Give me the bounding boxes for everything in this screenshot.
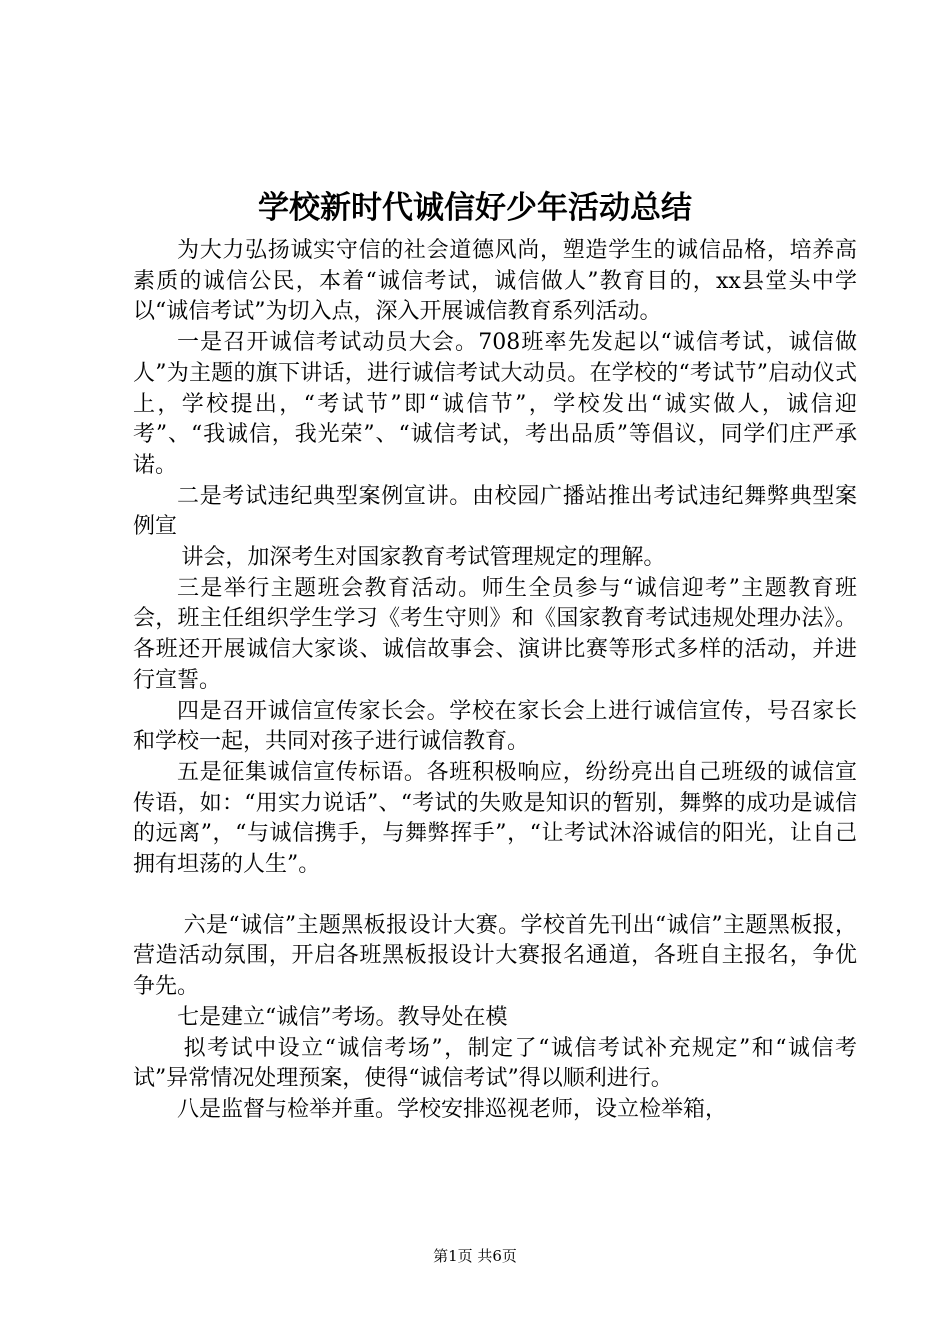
paragraph-gap xyxy=(133,881,857,911)
paragraph-intro: 为大力弘扬诚实守信的社会道德风尚，塑造学生的诚信品格，培养高素质的诚信公民，本着“诚信考试，诚信做人”教育目的，xx县堂头中学以“诚信考试”为切入点，深入开展诚信教育系列活动。 xyxy=(133,238,857,325)
paragraph-item-7: 七是建立“诚信”考场。教导处在模 xyxy=(177,1004,508,1030)
paragraph-item-6: 六是“诚信”主题黑板报设计大赛。学校首先刊出“诚信”主题黑板报，营造活动氛围，开启各班黑板报设计大赛报名通道，各班自主报名，争优争先。 xyxy=(133,912,857,1000)
paragraph-item-8: 八是监督与检举并重。学校安排巡视老师，设立检举箱， xyxy=(177,1096,728,1122)
paragraph-item-5: 五是征集诚信宣传标语。各班积极响应，纷纷亮出自己班级的诚信宣传语，如：“用实力说话”、“考试的失败是知识的暂别，舞弊的成功是诚信的远离”，“与诚信携手，与舞弊挥手”，“让考试沐浴诚信的阳光，让自己拥有坦荡的人生”。 xyxy=(133,759,857,878)
paragraph-item-4: 四是召开诚信宣传家长会。学校在家长会上进行诚信宣传，号召家长和学校一起，共同对孩子进行诚信教育。 xyxy=(133,698,857,755)
page-number-footer: 第1页 共6页 xyxy=(433,1247,517,1265)
paragraph-item-3: 三是举行主题班会教育活动。师生全员参与“诚信迎考”主题教育班会，班主任组织学生学习《考生守则》和《国家教育考试违规处理办法》。各班还开展诚信大家谈、诚信故事会、演讲比赛等形式多样的活动，并进行宣誓。 xyxy=(133,575,857,693)
paragraph-item-7-continued: 拟考试中设立“诚信考场”，制定了“诚信考试补充规定”和“诚信考试”异常情况处理预案，使得“诚信考试”得以顺利进行。 xyxy=(133,1035,857,1092)
paragraph-item-1: 一是召开诚信考试动员大会。708班率先发起以“诚信考试，诚信做人”为主题的旗下讲话，进行诚信考试大动员。在学校的“考试节”启动仪式上，学校提出，“考试节”即“诚信节”，学校发出“诚实做人，诚信迎考”、“我诚信，我光荣”、“诚信考试，考出品质”等倡议，同学们庄严承诺。 xyxy=(133,330,857,478)
document-title: 学校新时代诚信好少年活动总结 xyxy=(258,190,692,226)
document-body xyxy=(133,236,857,1126)
paragraph-item-2: 二是考试违纪典型案例宣讲。由校园广播站推出考试违纪舞弊典型案例宣 xyxy=(133,483,857,540)
paragraph-item-2-continued: 讲会，加深考生对国家教育考试管理规定的理解。 xyxy=(181,545,666,571)
